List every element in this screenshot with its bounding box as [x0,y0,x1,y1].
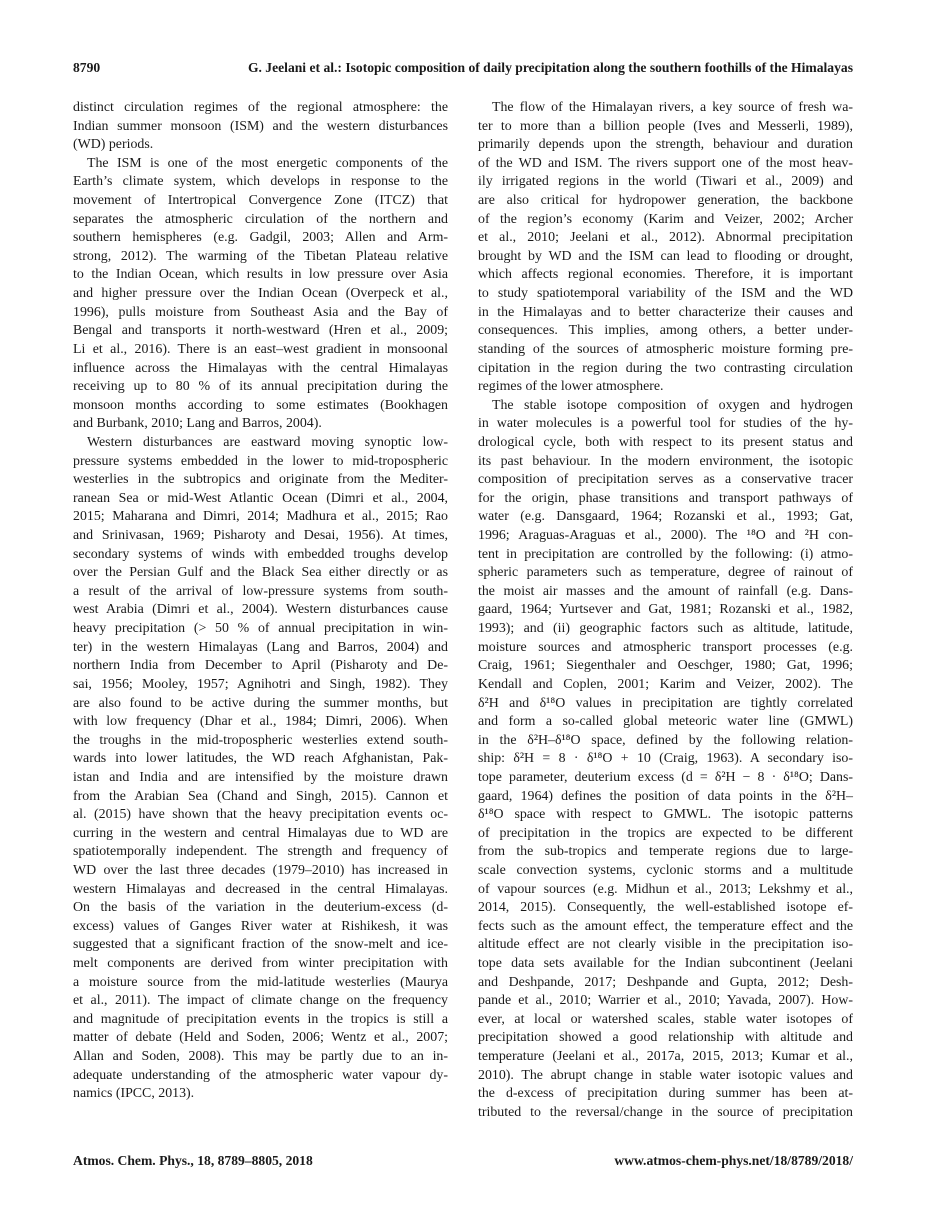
text-line: altitude effect are not clearly visible in the precipitation iso- [478,937,853,953]
text-line: the troughs in the mid-tropospheric westerlies extend south- [73,732,448,748]
text-line: The ISM is one of the most energetic components of the [87,155,448,171]
text-line: tent in precipitation are controlled by the following: (i) atmo- [478,546,853,562]
text-line: pande et al., 2010; Warrier et al., 2010; Yavada, 2007). How- [478,993,853,1009]
text-line: from the sub-tropics and temperate regions due to large- [478,844,853,860]
text-line: tope data sets available for the Indian subcontinent (Jeelani [478,956,853,972]
text-line: moisture sources and atmospheric transport processes (e.g. [478,639,853,655]
text-line: the moist air masses and the amount of rainfall (e.g. Dans- [478,583,853,599]
text-line: pressure systems embedded in the lower to mid-tropospheric [73,453,448,469]
text-line: spatiotemporally independent. The strength and frequency of [73,844,448,860]
text-line: heavy precipitation (> 50 % of annual precipitation in win- [73,621,448,637]
text-line: distinct circulation regimes of the regional atmosphere: the [73,100,448,115]
text-line: matter of debate (Held and Soden, 2006; Wentz et al., 2007; [73,1030,448,1046]
text-line: cipitation in the region during the two contrasting circulation [478,360,853,376]
text-line: spheric parameters such as temperature, degree of rainout of [478,565,853,581]
text-line: tope parameter, deuterium excess (d = δ²H − 8 · δ¹⁸O; Dans- [478,769,853,785]
text-line: Craig, 1961; Siegenthaler and Oeschger, 1980; Gat, 1996; [478,658,853,674]
text-line: wards into lower latitudes, the WD reach Afghanistan, Pak- [73,751,448,767]
text-line: 2015; Maharana and Dimri, 2014; Madhura et al., 2015; Rao [73,509,448,525]
text-line: 1993); and (ii) geographic factors such as altitude, latitude, [478,621,853,637]
text-line: to the Indian Ocean, which results in low pressure over Asia [73,267,448,283]
text-line: ship: δ²H = 8 · δ¹⁸O + 10 (Craig, 1963). A secondary iso- [478,751,853,767]
text-line: monsoon months according to some estimates (Bookhagen [73,397,448,413]
text-line: suggested that a significant fraction of the snow-melt and ice- [73,937,448,953]
text-line: consequences. This implies, among others, a better under- [478,323,853,339]
text-line: are also critical for hydropower generation, the backbone [478,193,853,209]
text-line: 2010). The abrupt change in stable water isotopic values and [478,1067,853,1083]
text-line: to study spatiotemporal variability of the ISM and the WD [478,286,853,302]
page-footer [73,1153,853,1173]
right-column [478,99,853,1123]
text-line: ranean Sea or mid-West Atlantic Ocean (Dimri et al., 2004, [73,490,448,506]
text-line: (WD) periods. [73,137,154,153]
text-line: excess) values of Ganges River water at Rishikesh, it was [73,918,448,934]
text-line: for the origin, phase transitions and transport pathways of [478,490,853,506]
text-line: tributed to the reversal/change in the source of precipitation [478,1104,853,1120]
text-line: ter) in the western Himalayas (Lang and Barros, 2004) and [73,639,448,655]
text-line: curring in the western and central Himalayas due to WD are [73,825,448,841]
text-line: southern hemispheres (e.g. Gadgil, 2003; Allen and Arm- [73,230,448,246]
text-line: Bengal and transports it north-westward (Hren et al., 2009; [73,323,448,339]
text-line: in water molecules is a powerful tool for studies of the hy- [478,416,853,432]
text-line: namics (IPCC, 2013). [73,1086,195,1102]
text-line: in the Himalayas and to better characterize their causes and [478,304,853,320]
text-line: of precipitation in the tropics are expected to be different [478,825,853,841]
text-line: western Himalayas and decreased in the central Himalayas. [73,881,448,897]
text-line: west Arabia (Dimri et al., 2004). Western disturbances cause [73,602,448,618]
left-column [73,99,448,1104]
text-line: strong, 2012). The warming of the Tibetan Plateau relative [73,248,448,264]
text-line: ever, at local or watershed scales, stable water isotopes of [478,1011,853,1027]
running-title: G. Jeelani et al.: Isotopic composition of daily precipitation along the southern foothills of the Himalayas [247,60,853,75]
text-line: gaard, 1964) defines the position of data points in the δ²H– [478,788,853,804]
text-line: Earth’s climate system, which develops in response to the [73,174,448,190]
text-line: over the Persian Gulf and the Black Sea either directly or as [73,565,448,581]
text-line: water (e.g. Dansgaard, 1964; Rozanski et al., 1993; Gat, [478,509,853,525]
text-line: its past behaviour. In the modern environment, the isotopic [478,453,853,469]
text-line: a result of the arrival of low-pressure systems from south- [73,583,448,599]
text-line: WD over the last three decades (1979–2010) has increased in [73,862,448,878]
text-line: northern India from December to April (Pisharoty and De- [73,658,448,674]
text-line: ily irrigated regions in the world (Tiwari et al., 2009) and [478,174,853,190]
text-line: The stable isotope composition of oxygen and hydrogen [492,397,853,413]
text-line: and Deshpande, 2017; Deshpande and Gupta, 2012; Desh- [478,974,853,990]
text-line: standing of the sources of atmospheric moisture forming pre- [478,341,853,357]
text-line: and Srinivasan, 1969; Pisharoty and Desai, 1956). At times, [73,528,448,544]
page-number: 8790 [73,60,101,75]
text-line: Kendall and Coplen, 2001; Karim and Veizer, 2002). The [478,676,853,692]
text-line: primarily depends upon the strength, behaviour and duration [478,137,853,153]
text-line: secondary systems of winds with embedded troughs develop [73,546,448,562]
text-line: δ¹⁸O space with respect to GMWL. The isotopic patterns [478,807,853,823]
text-line: temperature (Jeelani et al., 2017a, 2015, 2013; Kumar et al., [478,1049,853,1065]
text-line: precipitation showed a good relationship with altitude and [478,1030,853,1046]
text-line: fects such as the amount effect, the temperature effect and the [478,918,853,934]
text-line: scale convection systems, cyclonic storms and a multitude [478,862,853,878]
text-line: in the δ²H–δ¹⁸O space, defined by the following relation- [478,732,853,748]
text-line: regimes of the lower atmosphere. [478,379,664,395]
text-line: istan and India and are intensified by the moisture drawn [73,769,448,785]
text-line: et al., 2010; Jeelani et al., 2012). Abnormal precipitation [478,230,853,246]
text-line: which affects regional economies. Therefore, it is important [478,267,853,283]
text-line: 2014, 2015). Consequently, the well-established isotope ef- [478,900,853,916]
text-line: et al., 2011). The impact of climate change on the frequency [73,993,448,1009]
text-line: 1996; Araguas-Araguas et al., 2000). The ¹⁸O and ²H con- [478,528,853,544]
text-line: 1996), pulls moisture from Southeast Asia and the Bay of [73,304,448,320]
text-line: receiving up to 80 % of its annual precipitation during the [73,379,448,395]
text-line: gaard, 1964; Yurtsever and Gat, 1981; Rozanski et al., 1982, [478,602,853,618]
journal-url[interactable]: www.atmos-chem-phys.net/18/8789/2018/ [614,1153,853,1168]
text-line: Indian summer monsoon (ISM) and the western disturbances [73,118,448,134]
text-line: westerlies in the subtropics and originate from the Mediter- [73,472,448,488]
text-line: drological cycle, both with respect to its present status and [478,434,853,450]
text-line: from the Arabian Sea (Chand and Singh, 2015). Cannon et [73,788,448,804]
text-line: of the WD and ISM. The rivers support one of the most heav- [478,155,853,171]
text-line: movement of Intertropical Convergence Zone (ITCZ) that [73,193,448,209]
text-line: influence across the Himalayas with the central Himalayas [73,360,448,376]
text-line: a moisture source from the mid-latitude westerlies (Maurya [73,974,448,990]
text-line: are also found to be active during the summer months, but [73,695,448,711]
text-line: separates the atmospheric circulation of the northern and [73,211,448,227]
text-line: ter to more than a billion people (Ives and Messerli, 1989), [478,118,853,134]
text-line: and magnitude of precipitation events in the tropics is still a [73,1011,448,1027]
text-line: al. (2015) have shown that the heavy precipitation events oc- [73,807,448,823]
text-line: and higher pressure over the Indian Ocean (Overpeck et al., [73,286,448,302]
text-line: and Burbank, 2010; Lang and Barros, 2004). [73,416,322,432]
text-line: of the region’s economy (Karim and Veizer, 2002; Archer [478,211,853,227]
text-line: and form a so-called global meteoric water line (GMWL) [478,714,853,730]
text-line: sai, 1956; Mooley, 1957; Agnihotri and Singh, 1982). They [73,676,448,692]
journal-citation: Atmos. Chem. Phys., 18, 8789–8805, 2018 [73,1153,313,1168]
text-line: Western disturbances are eastward moving synoptic low- [87,434,448,450]
text-line: Li et al., 2016). There is an east–west gradient in monsoonal [73,341,448,357]
text-line: of vapour sources (e.g. Midhun et al., 2013; Lekshmy et al., [478,881,853,897]
text-line: δ²H and δ¹⁸O values in precipitation are tightly correlated [478,695,853,711]
text-line: brought by WD and the ISM can lead to flooding or drought, [478,248,853,264]
text-line: The flow of the Himalayan rivers, a key source of fresh wa- [492,100,853,115]
text-line: with low frequency (Dhar et al., 1984; Dimri, 2006). When [73,714,448,730]
text-line: On the basis of the variation in the deuterium-excess (d- [73,900,448,916]
running-head [73,60,853,80]
text-line: adequate understanding of the atmospheric water vapour dy- [73,1067,448,1083]
text-line: melt components are derived from winter precipitation with [73,956,448,972]
text-line: Allan and Soden, 2008). This may be partly due to an in- [73,1049,448,1065]
text-line: the d-excess of precipitation during summer has been at- [478,1086,853,1102]
text-line: composition of precipitation serves as a conservative tracer [478,472,853,488]
